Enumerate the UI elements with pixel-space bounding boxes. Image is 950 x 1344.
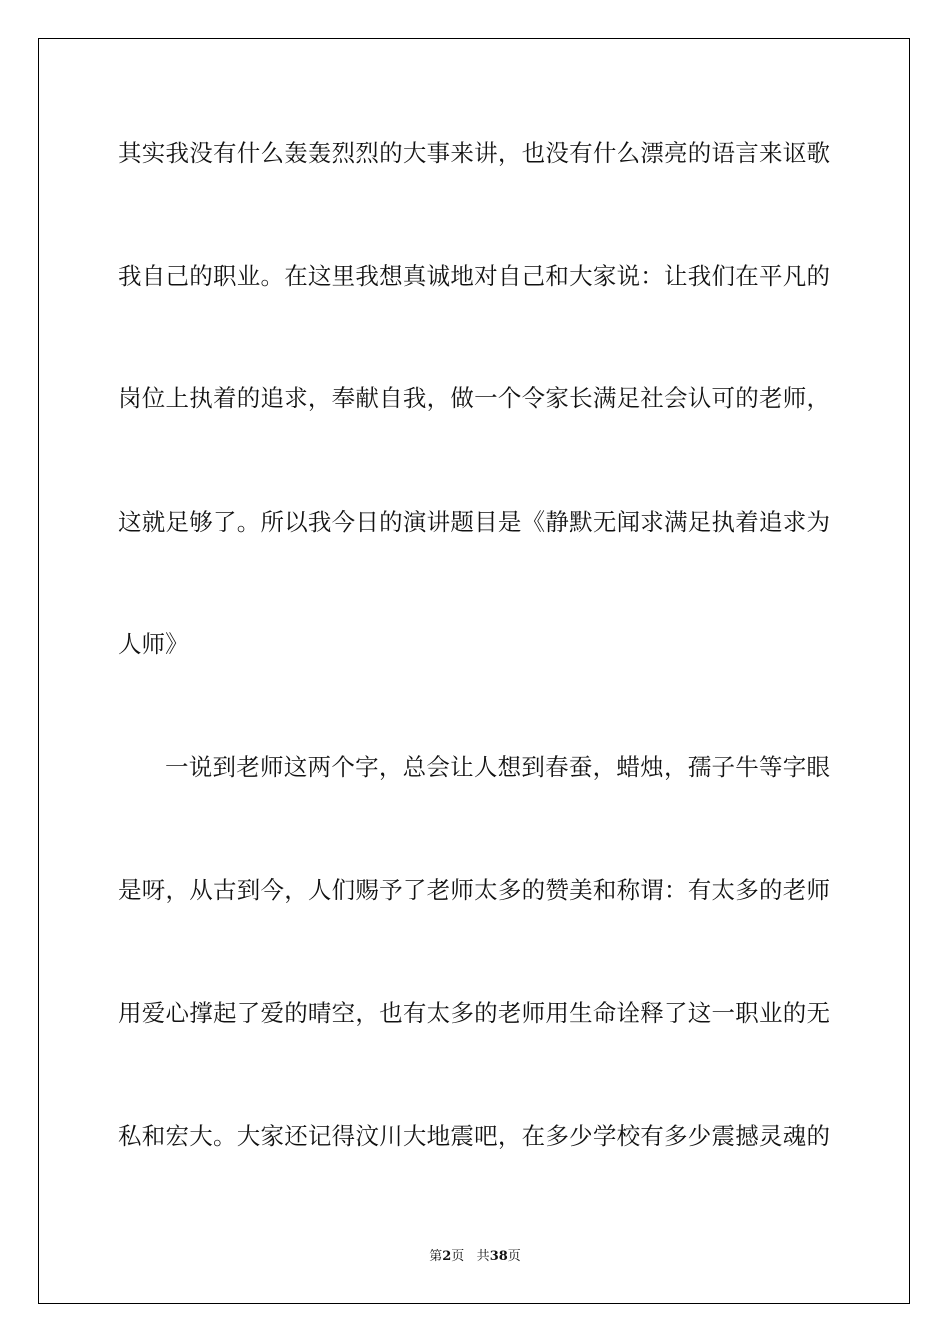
text-line-1: 其实我没有什么轰轰烈烈的大事来讲，也没有什么漂亮的语言来讴歌 — [118, 139, 830, 167]
page-border — [38, 38, 910, 1304]
text-line-5: 人师》 — [118, 630, 189, 658]
footer-total-pages: 38 — [489, 1249, 508, 1264]
footer-total-unit: 页 — [507, 1249, 521, 1264]
text-line-2: 我自己的职业。在这里我想真诚地对自己和大家说：让我们在平凡的 — [118, 262, 830, 290]
text-line-8: 用爱心撑起了爱的晴空，也有太多的老师用生命诠释了这一职业的无 — [118, 999, 830, 1027]
page-footer — [0, 1248, 950, 1266]
footer-page-unit: 页 — [451, 1249, 465, 1264]
text-line-4: 这就足够了。所以我今日的演讲题目是《静默无闻求满足执着追求为 — [118, 508, 830, 536]
text-line-9: 私和宏大。大家还记得汶川大地震吧，在多少学校有多少震撼灵魂的 — [118, 1122, 830, 1150]
footer-prefix: 第 — [429, 1249, 443, 1264]
text-line-6: 一说到老师这两个字，总会让人想到春蚕，蜡烛，孺子牛等字眼 — [165, 753, 830, 781]
text-line-7: 是呀，从古到今，人们赐予了老师太多的赞美和称谓：有太多的老师 — [118, 876, 830, 904]
text-line-3: 岗位上执着的追求，奉献自我，做一个令家长满足社会认可的老师， — [118, 384, 830, 412]
footer-total-prefix: 共 — [476, 1249, 490, 1264]
footer-page-number: 2 — [442, 1249, 452, 1264]
